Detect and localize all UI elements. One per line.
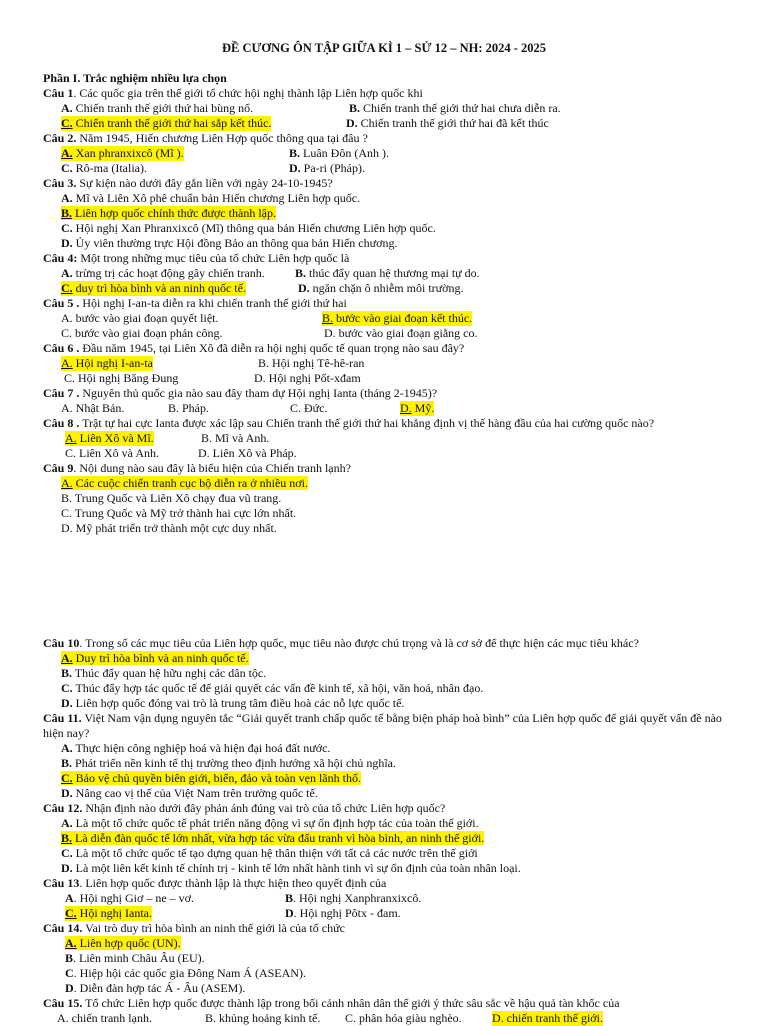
question-8: Câu 8 . Trật tự hai cực Ianta được xác lập sau Chiến tranh thế giới thứ hai khẳng định vị thế hàng đầu của hai cường quốc nào? xyxy=(43,416,655,430)
question-13-options-ab xyxy=(43,891,733,906)
option-c: C. Hiệp hội các quốc gia Đông Nam Á (ASEAN). xyxy=(65,966,306,980)
question-9: Câu 9. Nội dung nào sau đây là biểu hiện của Chiến tranh lạnh? xyxy=(43,461,351,475)
option-b-answer: B. bước vào giai đoạn kết thúc. xyxy=(322,311,473,325)
option-b: B. Liên minh Châu Âu (EU). xyxy=(65,951,205,965)
option-d: D. ngăn chặn ô nhiễm môi trường. xyxy=(298,281,464,295)
option-d: D. Hội nghị Pôtx - đam. xyxy=(285,906,401,920)
question-12: Câu 12. Nhận định nào dưới đây phản ánh đúng vai trò của tổ chức Liên hợp quốc? xyxy=(43,801,446,815)
option-a: A. bước vào giai đoạn quyết liệt. xyxy=(61,311,219,325)
question-1-options-cd xyxy=(43,116,733,131)
option-c: C. Là một tổ chức quốc tế tạo dựng quan hệ thân thiện với tất cả các nước trên thế giới xyxy=(61,846,478,860)
option-c: C. Rô-ma (Italia). xyxy=(61,161,147,175)
question-2-options-cd xyxy=(43,161,733,176)
option-c-answer: C. Chiến tranh thế giới thứ hai sắp kết thúc. xyxy=(61,116,272,130)
option-c: C. Trung Quốc và Mỹ trở thành hai cực lớn nhất. xyxy=(61,506,297,520)
question-6-options-cd xyxy=(43,371,733,386)
question-2-options-ab xyxy=(43,146,733,161)
option-b: B. Hội nghị Xanphranxixcô. xyxy=(285,891,422,905)
document-title: ĐỀ CƯƠNG ÔN TẬP GIỮA KÌ 1 – SỬ 12 – NH: 2024 - 2025 xyxy=(221,41,547,55)
option-a: A. chiến tranh lạnh. xyxy=(57,1011,152,1025)
option-d: D. Liên hợp quốc đóng vai trò là trung tâm điều hoà các nỗ lực quốc tế. xyxy=(61,696,405,710)
option-c: C. Thúc đẩy hợp tác quốc tế để giải quyết các vấn đề kinh tế, xã hội, văn hoá, nhân đạo. xyxy=(61,681,484,695)
option-a: A. Mĩ và Liên Xô phê chuẩn bản Hiến chương Liên hợp quốc. xyxy=(61,191,361,205)
option-d: D. Liên Xô và Pháp. xyxy=(198,446,297,460)
option-c-answer: C. Hội nghị Ianta. xyxy=(65,906,152,920)
option-a-answer: A. Các cuộc chiến tranh cục bộ diễn ra ở nhiều nơi. xyxy=(61,476,308,490)
option-d-answer: D. Mỹ. xyxy=(400,401,435,415)
question-13-options-cd xyxy=(43,906,733,921)
question-7: Câu 7 . Nguyên thủ quốc gia nào sau đây tham dự Hội nghị Ianta (tháng 2-1945)? xyxy=(43,386,438,400)
page-one-questions xyxy=(43,71,733,536)
option-a: A. Thực hiện công nghiệp hoá và hiện đại hoá đất nước. xyxy=(61,741,331,755)
option-a: A. Nhật Bản. xyxy=(61,401,125,415)
option-b: B. Hội nghị Tê-hê-ran xyxy=(258,356,365,370)
question-6-options-ab xyxy=(43,356,733,371)
option-b: B. khủng hoảng kinh tế. xyxy=(205,1011,321,1025)
option-b-answer: B. Liên hợp quốc chính thức được thành lập. xyxy=(61,206,276,220)
option-a-answer: A. Xan phranxixcô (Mĩ ). xyxy=(61,146,184,160)
option-c: C. phân hóa giàu nghèo. xyxy=(345,1011,462,1025)
option-d: D. Diễn đàn hợp tác Á - Âu (ASEM). xyxy=(65,981,246,995)
option-a-answer: A. Duy trì hòa bình và an ninh quốc tế. xyxy=(61,651,249,665)
option-a-answer: A. Liên hợp quốc (UN). xyxy=(65,936,181,950)
question-1: Câu 1. Các quốc gia trên thế giới tổ chức hội nghị thành lập Liên hợp quốc khi xyxy=(43,86,423,100)
option-b: B. Thúc đẩy quan hệ hữu nghị các dân tộc. xyxy=(61,666,267,680)
option-d: D. bước vào giai đoạn giằng co. xyxy=(324,326,478,340)
question-3: Câu 3. Sự kiện nào dưới đây gắn liền với ngày 24-10-1945? xyxy=(43,176,333,190)
page-two-questions xyxy=(43,636,733,1026)
option-b: B. Trung Quốc và Liên Xô chạy đua vũ trang. xyxy=(61,491,282,505)
option-d: D. Là một liên kết kinh tế chính trị - kinh tế lớn nhất hành tinh vì sự ổn định của toàn nhân loại. xyxy=(61,861,521,875)
section-title: Phần I. Trắc nghiệm nhiều lựa chọn xyxy=(43,71,227,85)
question-4: Câu 4: Một trong những mục tiêu của tổ chức Liên hợp quốc là xyxy=(43,251,350,265)
question-7-options xyxy=(43,401,733,416)
option-c-answer: C. duy trì hòa bình và an ninh quốc tế. xyxy=(61,281,246,295)
option-c-answer: C. Bảo vệ chủ quyền biên giới, biển, đảo và toàn vẹn lãnh thổ. xyxy=(61,771,361,785)
option-a-answer: A. Liên Xô và Mĩ. xyxy=(65,431,154,445)
question-10: Câu 10. Trong số các mục tiêu của Liên hợp quốc, mục tiêu nào được chú trọng và là cơ sở để thực hiện các mục tiêu khác? xyxy=(43,636,639,650)
option-c: C. Hội nghị Băng Đung xyxy=(64,371,179,385)
option-c: C. Hội nghị Xan Phranxixcô (Mĩ) thông qua bản Hiến chương Liên hợp quốc. xyxy=(61,221,436,235)
option-a-answer: A. Hội nghị I-an-ta xyxy=(61,356,153,370)
option-b: B. Pháp. xyxy=(168,401,210,415)
question-1-options-ab xyxy=(43,101,733,116)
option-b: B. Luân Đôn (Anh ). xyxy=(289,146,389,160)
option-c: C. Đức. xyxy=(290,401,328,415)
option-d: D. Chiến tranh thế giới thứ hai đã kết thúc xyxy=(346,116,549,130)
option-b: B. Chiến tranh thế giới thứ hai chưa diễn ra. xyxy=(349,101,561,115)
question-8-options-cd xyxy=(43,446,733,461)
option-a: A. Hội nghị Giơ – ne – vơ. xyxy=(65,891,195,905)
option-d-answer: D. chiến tranh thế giới. xyxy=(492,1011,603,1025)
question-5-options-cd xyxy=(43,326,733,341)
question-15: Câu 15. Tổ chức Liên hợp quốc được thành lập trong bối cảnh nhân dân thế giới ý thức sâu sắc về hậu quả tàn khốc của xyxy=(43,996,620,1010)
option-a: A. Là một tổ chức quốc tế phát triển năng động vì sự ổn định hợp tác của toàn thế giới. xyxy=(61,816,479,830)
question-5-options-ab xyxy=(43,311,733,326)
option-b: B. thúc đẩy quan hệ thương mại tự do. xyxy=(295,266,480,280)
option-b: B. Mĩ và Anh. xyxy=(201,431,270,445)
option-a: A. Chiến tranh thế giới thứ hai bùng nổ. xyxy=(61,101,254,115)
question-4-options-ab xyxy=(43,266,733,281)
option-d: D. Mỹ phát triển trở thành một cực duy nhất. xyxy=(61,521,277,535)
question-8-options-ab xyxy=(43,431,733,446)
question-6: Câu 6 . Đầu năm 1945, tại Liên Xô đã diễn ra hội nghị quốc tế quan trọng nào sau đây? xyxy=(43,341,465,355)
option-d: D. Ủy viên thường trực Hội đồng Bảo an thông qua bản Hiến chương. xyxy=(61,236,398,250)
option-b-answer: B. Là diễn đàn quốc tế lớn nhất, vừa hợp tác vừa đấu tranh vì hòa bình, an ninh thế giới. xyxy=(61,831,485,845)
option-d: D. Hội nghị Pốt-xđam xyxy=(254,371,361,385)
option-c: C. bước vào giai đoạn phản công. xyxy=(61,326,223,340)
option-d: D. Nâng cao vị thế của Việt Nam trên trường quốc tế. xyxy=(61,786,318,800)
option-b: B. Phát triển nền kinh tế thị trường theo định hướng xã hội chủ nghĩa. xyxy=(61,756,396,770)
question-5: Câu 5 . Hội nghị I-an-ta diễn ra khi chiến tranh thế giới thứ hai xyxy=(43,296,347,310)
question-2: Câu 2. Năm 1945, Hiến chương Liên Hợp quốc thông qua tại đâu ? xyxy=(43,131,368,145)
option-d: D. Pa-ri (Pháp). xyxy=(289,161,365,175)
question-11: Câu 11. Việt Nam vận dụng nguyên tắc “Giải quyết tranh chấp quốc tế bằng biện pháp hoà bình” của Liên hợp quốc để giải quyết vấn đề nào hiện nay? xyxy=(43,711,722,740)
option-c: C. Liên Xô và Anh. xyxy=(65,446,159,460)
question-4-options-cd xyxy=(43,281,733,296)
question-13: Câu 13. Liên hợp quốc được thành lập là thực hiện theo quyết định của xyxy=(43,876,387,890)
option-a: A. trừng trị các hoạt động gây chiến tranh. xyxy=(61,266,265,280)
question-14: Câu 14. Vai trò duy trì hòa bình an ninh thế giới là của tổ chức xyxy=(43,921,345,935)
